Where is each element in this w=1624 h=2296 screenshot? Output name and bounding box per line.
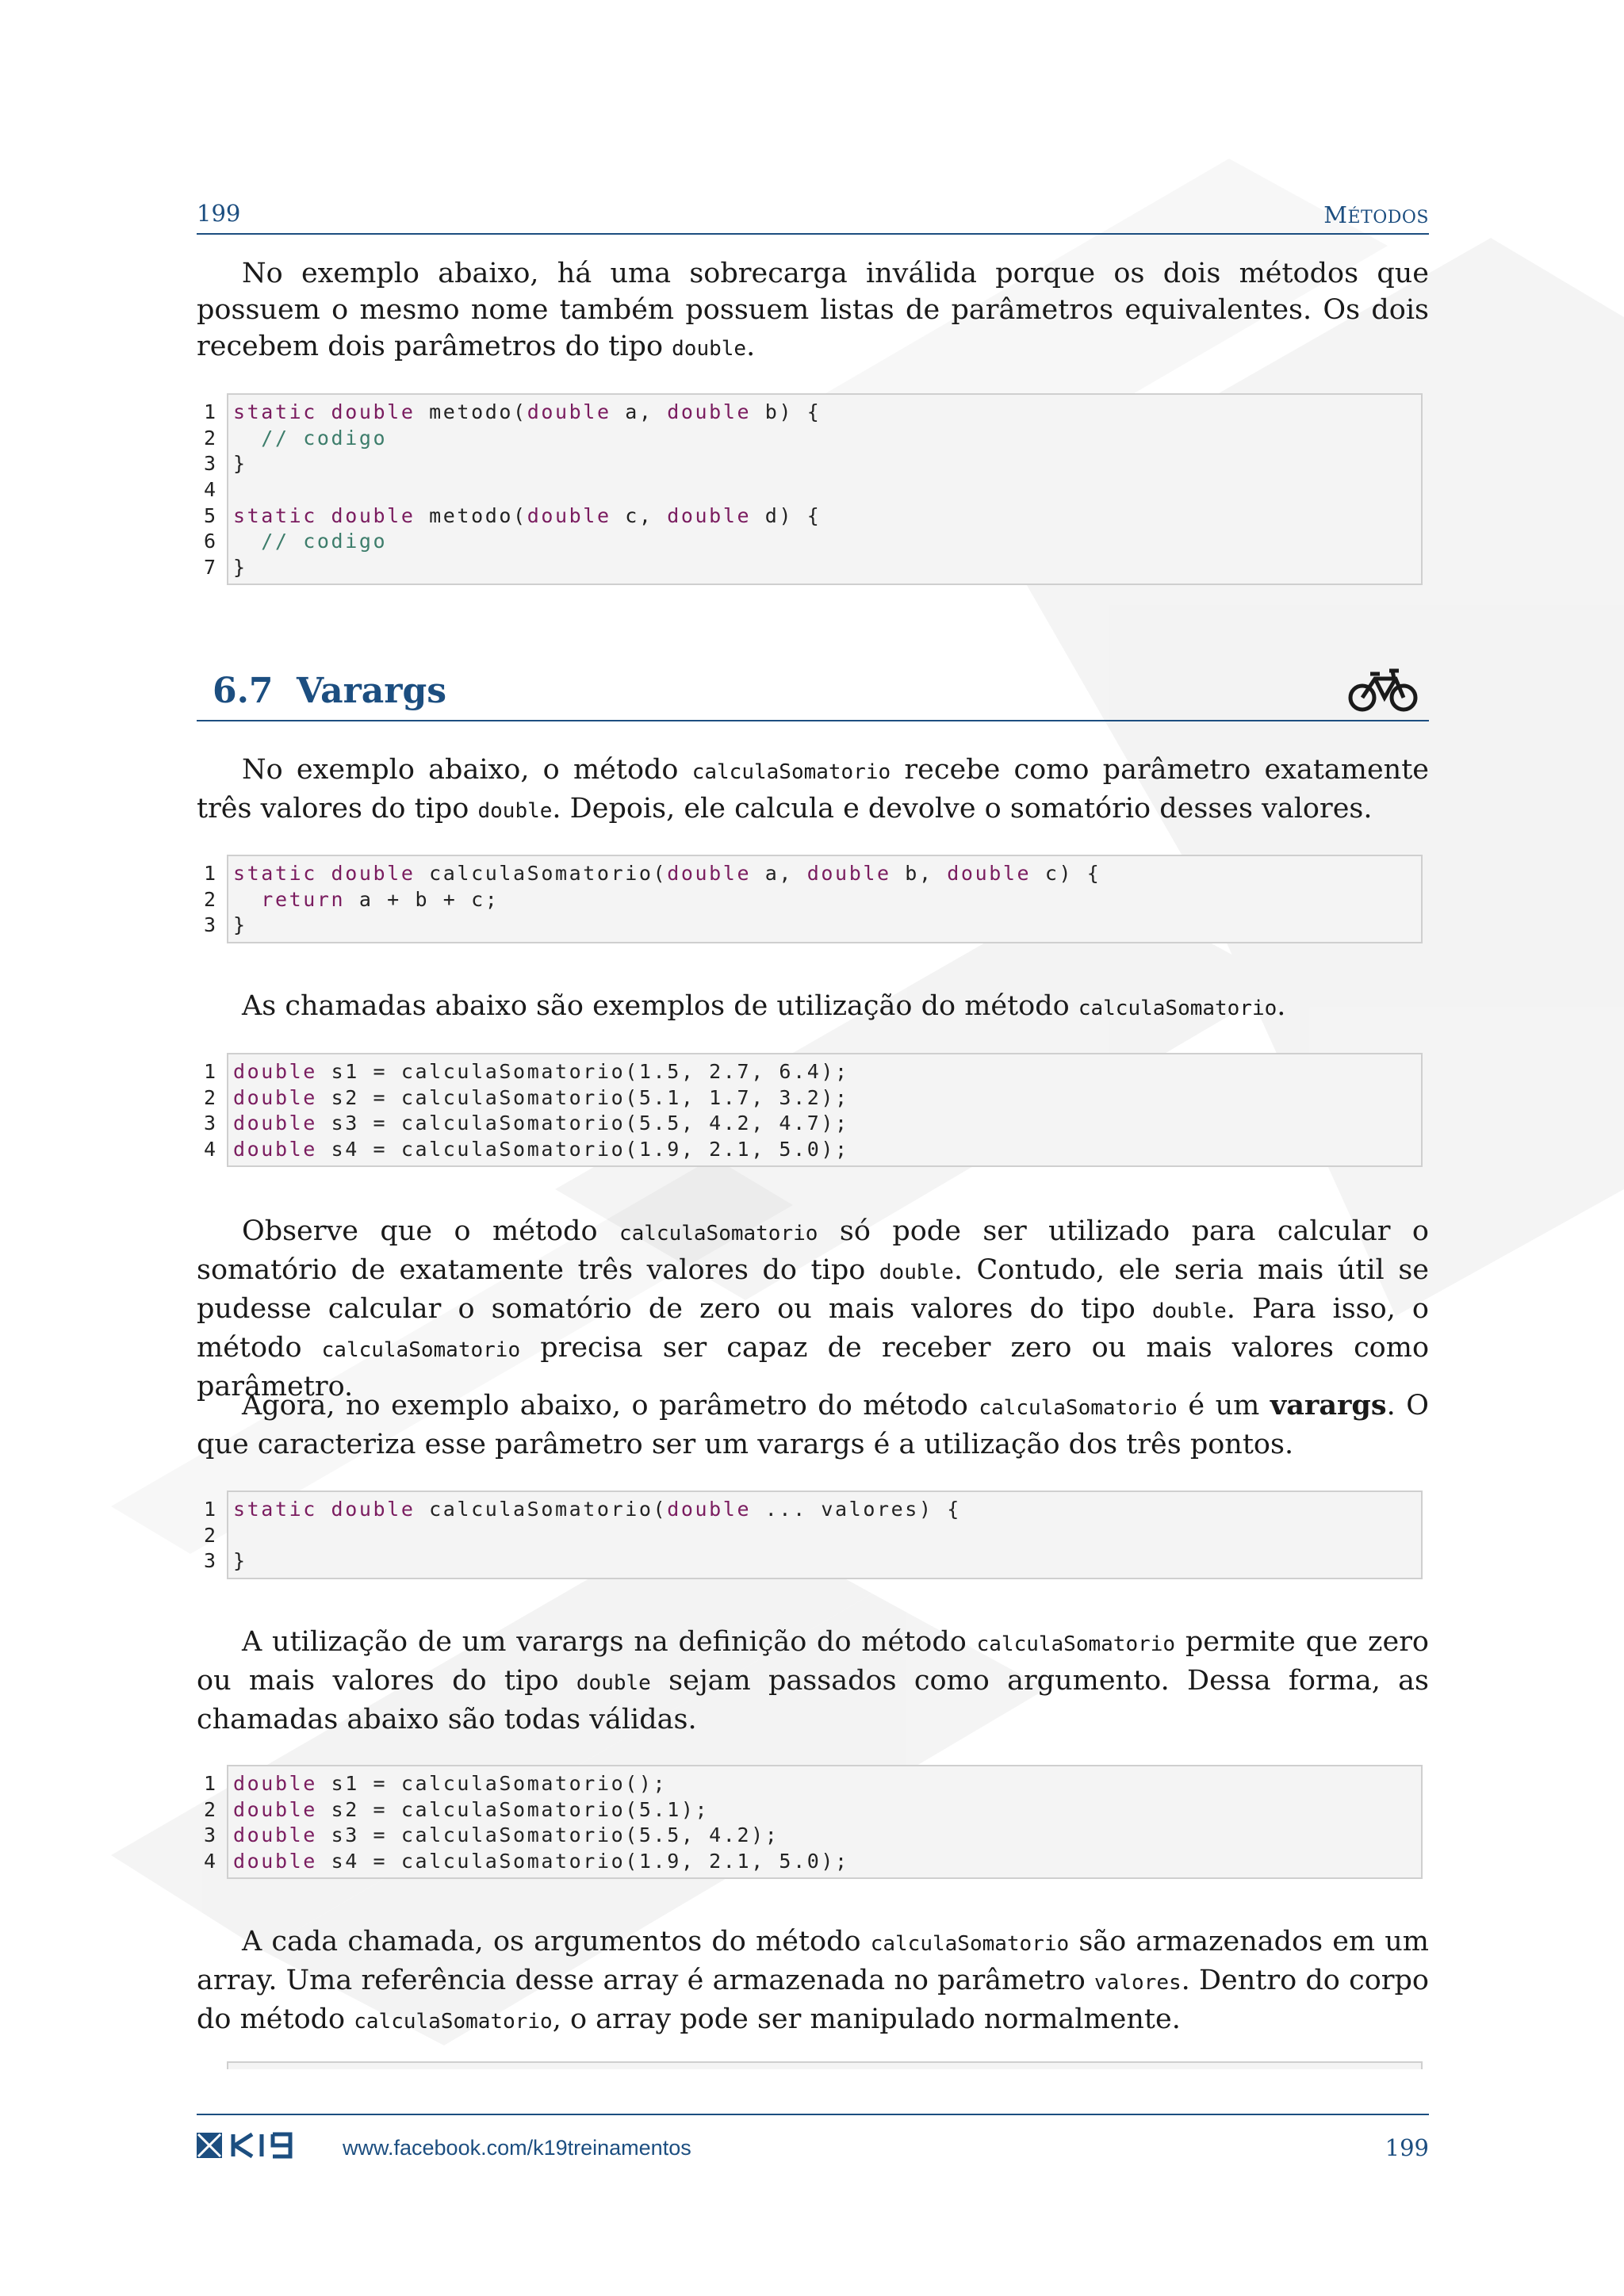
paragraph-cada-chamada: A cada chamada, os argumentos do método calculaSomatorio são armazenados em um array. Uma referência desse array é armazenada no parâmetro valores. Dentro do corpo do método calculaSomatorio, o array pode ser manipulado normalmente.: [197, 1926, 1429, 2035]
code-line: 7 }: [203, 556, 247, 580]
chapter-rest: ÉTODOS: [1347, 208, 1429, 228]
section-heading: [197, 668, 1429, 721]
code-line: 3 double s3 = calculaSomatorio(5.5, 4.2);: [203, 1823, 779, 1847]
code-line: 1 double s1 = calculaSomatorio();: [203, 1772, 668, 1795]
code-block-overload: [197, 393, 1429, 585]
code-line: 2: [203, 1523, 216, 1547]
code-line: 1 double s1 = calculaSomatorio(1.5, 2.7, 6.4);: [203, 1060, 849, 1083]
code-block-varargs: [197, 1490, 1429, 1579]
code-line: 4 double s4 = calculaSomatorio(1.9, 2.1, 5.0);: [203, 1850, 849, 1873]
running-header: [197, 197, 1429, 235]
paragraph-agora: Agora, no exemplo abaixo, o parâmetro do método calculaSomatorio é um varargs. O que caracteriza esse parâmetro ser um varargs é a utilização dos três pontos.: [197, 1389, 1429, 1460]
section-number: 6.7: [213, 671, 274, 711]
code-line: 3 }: [203, 913, 247, 937]
intro-code: double: [672, 337, 747, 361]
intro-end: .: [746, 331, 756, 362]
footer-page-number: 199: [1385, 2134, 1429, 2161]
code-line: 2 double s2 = calculaSomatorio(5.1);: [203, 1797, 710, 1821]
paragraph-utilizacao: A utilização de um varargs na definição do método calculaSomatorio permite que zero ou mais valores do tipo double sejam passados como argumento. Dessa forma, as chamadas abaixo são todas válidas.: [197, 1626, 1430, 1735]
bicycle-icon: [1346, 668, 1419, 715]
paragraph-observe: Observe que o método calculaSomatorio só pode ser utilizado para calcular o somatório de exatamente três valores do tipo double. Contudo, ele seria mais útil se pudesse calcular o somatório de zero ou mais valores do tipo double. Para isso, o método calculaSomatorio precisa ser capaz de receber zero ou mais valores como parâmetro.: [197, 1215, 1430, 1402]
code-block-calcula-somatorio: [197, 855, 1429, 943]
code-line: 4 double s4 = calculaSomatorio(1.9, 2.1, 5.0);: [203, 1138, 849, 1161]
code-block-chamadas-validas: [197, 1765, 1429, 1879]
intro-text: No exemplo abaixo, há uma sobrecarga inválida porque os dois métodos que possuem o mesmo nome também possuem listas de parâmetros equivalentes. Os dois recebem dois parâmetros do tipo: [197, 258, 1429, 362]
code-line: 1 static double calculaSomatorio(double ... valores) {: [203, 1498, 961, 1521]
footer-url[interactable]: www.facebook.com/k19treinamentos: [343, 2136, 691, 2160]
code-block-continued: [197, 2061, 1429, 2069]
code-line: 5 static double metodo(double c, double d) {: [203, 503, 822, 527]
code-line: 3 }: [203, 1549, 247, 1573]
code-line: 6 // codigo: [203, 530, 388, 553]
paragraph-chamadas: As chamadas abaixo são exemplos de utilização do método calculaSomatorio.: [242, 990, 1286, 1022]
code-block-chamadas: [197, 1053, 1429, 1167]
page-footer: [197, 2114, 1429, 2163]
code-line: 3 double s3 = calculaSomatorio(5.5, 4.2, 4.7);: [203, 1112, 849, 1135]
chapter-initial: M: [1323, 201, 1348, 228]
code-line: 4: [203, 478, 216, 502]
code-line: 1 static double calculaSomatorio(double a, double b, double c) {: [203, 862, 1101, 885]
section-title: Varargs: [297, 671, 447, 711]
k19-logo: [197, 2131, 320, 2160]
header-page-number: 199: [197, 200, 241, 227]
header-chapter-title: [1323, 201, 1429, 228]
code-line: 2 // codigo: [203, 426, 388, 450]
code-line: 1 static double metodo(double a, double b) {: [203, 400, 822, 423]
intro-paragraph: [197, 255, 1429, 367]
paragraph-intro-varargs: No exemplo abaixo, o método calculaSomatorio recebe como parâmetro exatamente três valores do tipo double. Depois, ele calcula e devolve o somatório desses valores.: [197, 754, 1430, 825]
code-line: 3 }: [203, 452, 247, 476]
code-line: 2 double s2 = calculaSomatorio(5.1, 1.7, 3.2);: [203, 1085, 849, 1109]
code-line: 2 return a + b + c;: [203, 887, 500, 911]
code-box: [227, 2061, 1423, 2069]
